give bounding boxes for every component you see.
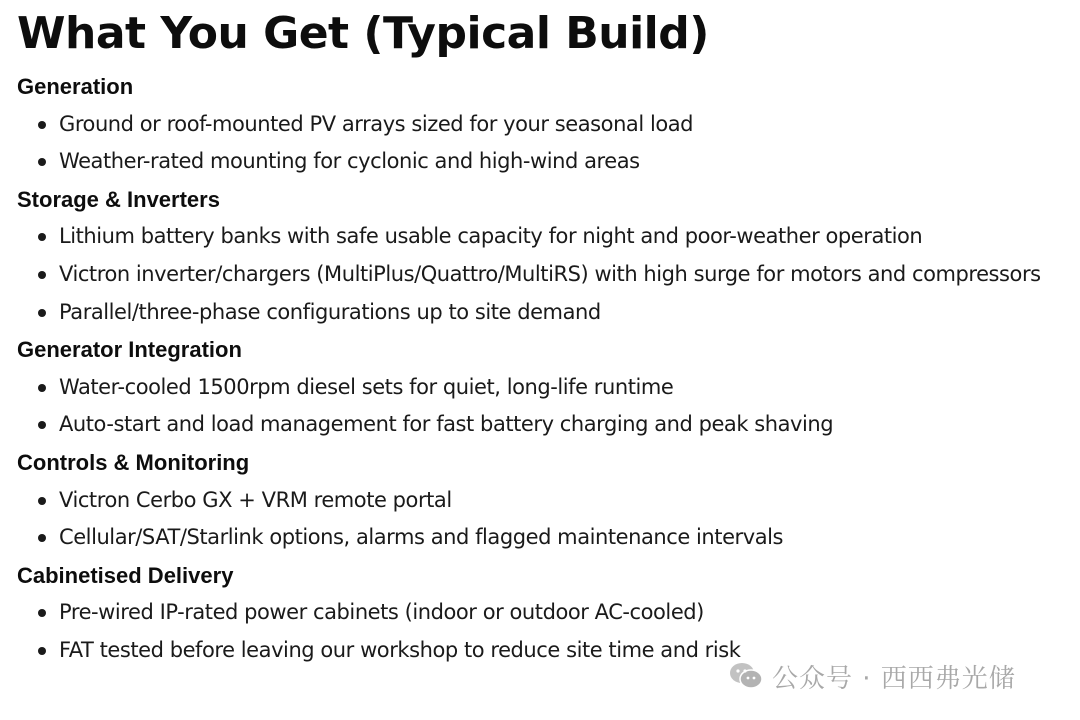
list-item [17, 256, 1077, 294]
list-item-text: Lithium battery banks with safe usable capacity for night and poor-weather operation [59, 224, 923, 249]
section-heading: Generation [17, 74, 134, 99]
bullet-icon [38, 497, 46, 505]
list-item-text: Victron inverter/chargers (MultiPlus/Quattro/MultiRS) with high surge for motors and compressors [59, 261, 1041, 286]
list-item-text: Cellular/SAT/Starlink options, alarms and flagged maintenance intervals [59, 525, 783, 550]
section-heading: Cabinetised Delivery [17, 562, 234, 588]
bullet-icon [38, 121, 46, 129]
list-item [17, 218, 1077, 256]
list-item-text: Auto-start and load management for fast battery charging and peak shaving [59, 412, 834, 437]
list-item [17, 482, 1077, 520]
bullet-icon [38, 609, 46, 617]
list-item-text: Weather-rated mounting for cyclonic and high-wind areas [59, 149, 640, 174]
bullet-list [17, 218, 1077, 331]
content-body [17, 68, 1077, 670]
bullet-icon [38, 647, 46, 655]
list-item [17, 594, 1077, 632]
bullet-list [17, 369, 1077, 444]
section-heading: Storage & Inverters [17, 186, 220, 212]
bullet-list [17, 482, 1077, 557]
bullet-icon [38, 421, 46, 429]
section-generation [17, 68, 1077, 181]
section-heading: Generator Integration [17, 337, 242, 363]
section-storage-inverters [17, 181, 1077, 331]
list-item [17, 406, 1077, 444]
list-item [17, 294, 1077, 332]
list-item [17, 143, 1077, 181]
list-item-text: Pre-wired IP-rated power cabinets (indoor or outdoor AC-cooled) [59, 600, 704, 625]
bullet-icon [38, 534, 46, 542]
watermark [728, 658, 1016, 694]
watermark-text: 公众号 · 西西弗光储 [772, 663, 1016, 694]
section-generator-integration [17, 331, 1077, 444]
bullet-icon [38, 158, 46, 166]
bullet-icon [38, 271, 46, 279]
bullet-list [17, 106, 1077, 181]
bullet-icon [38, 384, 46, 392]
list-item [17, 369, 1077, 407]
section-cabinetised-delivery [17, 557, 1077, 670]
bullet-icon [38, 309, 46, 317]
list-item-text: FAT tested before leaving our workshop to reduce site time and risk [59, 637, 741, 662]
page-title: What You Get (Typical Build) [17, 8, 709, 59]
list-item [17, 106, 1077, 144]
list-item-text: Victron Cerbo GX + VRM remote portal [59, 487, 452, 512]
bullet-icon [38, 233, 46, 241]
list-item-text: Water-cooled 1500rpm diesel sets for quiet, long-life runtime [59, 374, 674, 399]
section-controls-monitoring [17, 444, 1077, 557]
wechat-icon [728, 661, 764, 691]
section-heading: Controls & Monitoring [17, 449, 250, 475]
list-item-text: Ground or roof-mounted PV arrays sized for your seasonal load [59, 111, 694, 136]
list-item-text: Parallel/three-phase configurations up to site demand [59, 299, 601, 324]
list-item [17, 519, 1077, 557]
